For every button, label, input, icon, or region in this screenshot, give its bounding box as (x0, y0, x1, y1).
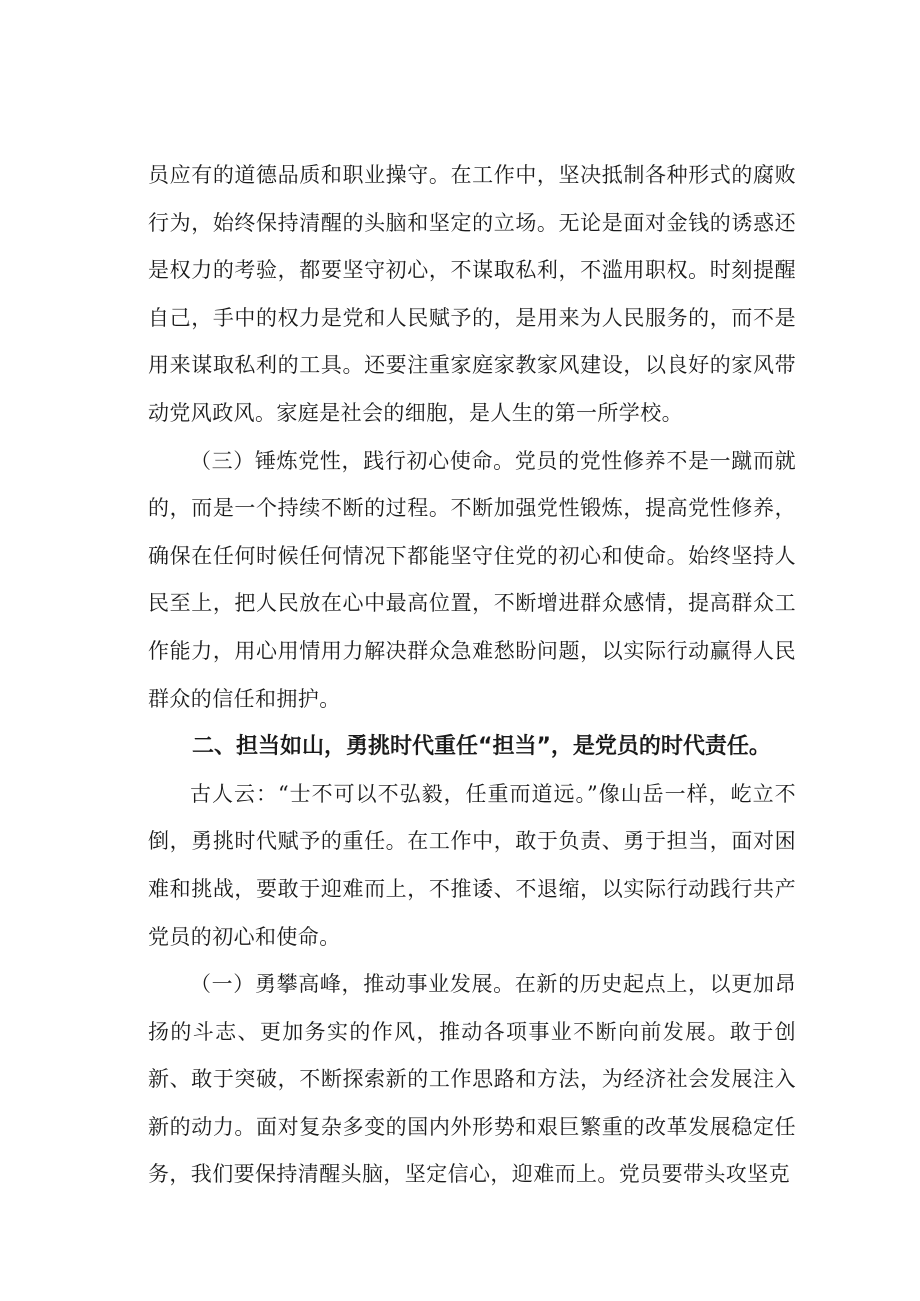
paragraph-climb-peaks: （一）勇攀高峰，推动事业发展。在新的历史起点上，以更加昂扬的斗志、更加务实的作风，推动各项事业不断向前发展。敢于创新、敢于突破，不断探索新的工作思路和方法，为经济社会发展注入新的动力。面对复杂多变的国内外形势和艰巨繁重的改革发展稳定任务，我们要保持清醒头脑，坚定信心，迎难而上。党员要带头攻坚克 (148, 972, 796, 1187)
paragraph-party-spirit: （三）锤炼党性，践行初心使命。党员的党性修养不是一蹴而就的，而是一个持续不断的过程。不断加强党性锻炼，提高党性修养，确保在任何时候任何情况下都能坚守住党的初心和使命。始终坚持人民至上，把人民放在心中最高位置，不断增进群众感情，提高群众工作能力，用心用情用力解决群众急难愁盼问题，以实际行动赢得人民群众的信任和拥护。 (148, 448, 796, 711)
paragraph-ancient-saying: 古人云：“士不可以不弘毅，任重而道远。”像山岳一样，屹立不倒，勇挑时代赋予的重任。在工作中，敢于负责、勇于担当，面对困难和挑战，要敢于迎难而上，不推诿、不退缩，以实际行动践行共产党员的初心和使命。 (148, 781, 796, 949)
document-body (148, 152, 796, 1199)
paragraph-integrity-continued: 员应有的道德品质和职业操守。在工作中，坚决抵制各种形式的腐败行为，始终保持清醒的头脑和坚定的立场。无论是面对金钱的诱惑还是权力的考验，都要坚守初心，不谋取私利，不滥用职权。时刻提醒自己，手中的权力是党和人民赋予的，是用来为人民服务的，而不是用来谋取私利的工具。还要注重家庭家教家风建设，以良好的家风带动党风政风。家庭是社会的细胞，是人生的第一所学校。 (148, 163, 796, 425)
section-heading: 二、担当如山，勇挑时代重任“担当”，是党员的时代责任。 (192, 734, 771, 760)
